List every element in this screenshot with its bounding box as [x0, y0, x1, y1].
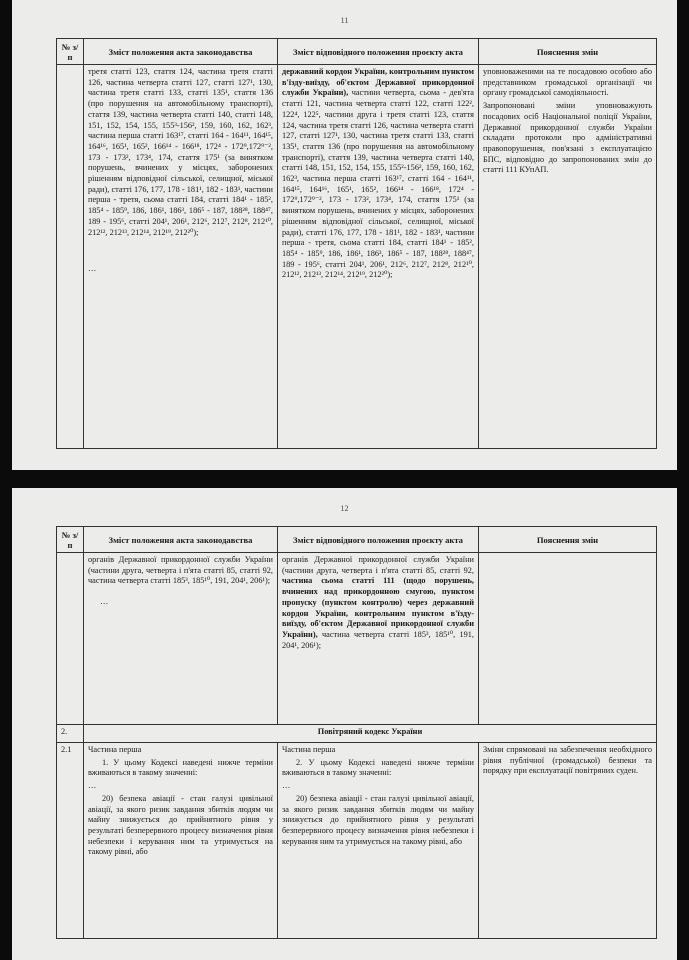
paragraph-20: 20) безпека авіації - стан галузі цивільної авіації, за якого ризик завдання збитків людям чи майну знижується до прийнятного рівня у результаті безперервного процесу визначення рівня небезпеки і керування ним та утримується на такому рівні, або: [88, 793, 273, 857]
table-row: [57, 743, 657, 939]
cell-explanation: [479, 743, 657, 939]
paragraph-20: 20) безпека авіації - стан галузі цивільної авіації, за якого ризик завдання збитків людям чи майну знижується до прийнятного рівня у результаті безперервного процесу визначення рівня небезпеки і керування ним та утримується на такому рівні, або: [282, 793, 474, 846]
table-header-row: [57, 39, 657, 65]
section-number: 2.: [57, 725, 84, 743]
paragraph-1: 1. У цьому Кодексі наведені нижче терміни вживаються в такому значенні:: [88, 757, 273, 778]
explanation-text-a: уповноваженими на те посадовою особою або представником громадської організації чи органу громадської самодіяльності.: [483, 67, 652, 98]
draft-bold-text: державний кордон України, контрольним пунктом в'їзду-виїзду, об'єктом Державної прикордонної служби України),: [282, 67, 474, 98]
header-current-law: Зміст положення акта законодавства: [84, 39, 278, 65]
document-page-11: [12, 0, 677, 470]
table-row: [57, 65, 657, 449]
header-number: № з/п: [57, 527, 84, 553]
table-header-row: [57, 527, 657, 553]
cell-current-law: [84, 65, 278, 449]
header-explanation: Пояснення змін: [479, 527, 657, 553]
cell-number: [57, 553, 84, 725]
draft-text: частини четверта, сьома - дев'ята статті 121, частина четверта статті 122, статті 122², 122⁴, 122⁵, частини друга і третя статті 123, стаття 124, частина третя статті 126, частина четверта статті 127, статті 127¹, 130, частина третя статті 133, статті 135¹, стаття 136 (про порушення на автомобільному транспорті), стаття 139, частина четверта статті 140, статті 148, 151, 152, 154, 155, 155²-156², 159, 160, 162, 162³, частина перша статті 163¹⁷, статті 164 - 164¹¹, 164¹⁵, 164¹⁶, 165¹, 165², 166¹⁴ - 166¹⁸, 172⁴ - 172⁹,172⁹⁻², 173 - 173², 173⁴, 174, стаття 175¹ (за винятком порушень, вчинених у місцях, заборонених рішенням відповідної сільської, селищної, міської ради), статті 176, 177, 178 - 181¹, 182 - 183¹, частини перша - третя, сьома статті 184, статті 184¹ - 185², 185⁴ - 185⁹, 186, 186¹, 186³, 186⁵ - 187, 188²⁸, 188⁴⁷, 189 - 195⁶, статті 204¹, 206¹, 212⁶, 212⁷, 212⁸, 212¹⁰, 212¹², 212¹³, 212¹⁴, 212¹⁹, 212²⁰);: [282, 88, 474, 280]
current-law-text: третя статті 123, стаття 124, частина третя статті 126, частина четверта статті 127, статті 127¹, 130, частина третя статті 133, статті 135¹, стаття 136 (про порушення на автомобільному транспорті), стаття 139, частина четверта статті 140, статті 148, 151, 152, 154, 155, 155³-156², 159, 160, 162, 162³, частина перша статті 163¹⁷, статті 164 - 164¹¹, 164¹⁵, 164¹⁶, 165¹, 165², 166¹⁴ - 166¹⁸, 172⁴ - 172⁹,172⁹⁻², 173 - 173², 173⁴, 174, стаття 175¹ (за винятком порушень, вчинених у місцях, заборонених рішенням відповідної сільської, селищної, міської ради), статті 176, 177, 178 - 181¹, 182 - 183¹, частини перша - третя, сьома статті 184, статті 184¹ - 185², 185⁴ - 185⁹, 186, 186¹, 186³, 186⁵ - 187, 188²⁸, 188⁴⁷, 189 - 195⁶, статті 204¹, 206¹, 212⁶, 212⁷, 212⁸, 212¹⁰, 212¹², 212¹³, 212¹⁴, 212¹⁹, 212²⁰);: [88, 67, 273, 237]
section-row: [57, 725, 657, 743]
page-number: 11: [340, 16, 349, 25]
cell-number: [57, 65, 84, 449]
header-draft-act: Зміст відповідного положення проєкту акта: [278, 527, 479, 553]
header-explanation: Пояснення змін: [479, 39, 657, 65]
explanation-text: Зміни спрямовані на забезпечення необхідного рівня публічної (громадської) безпеки та порядку при експлуатації повітряних суден.: [483, 745, 652, 776]
cell-draft-act: [278, 743, 479, 939]
draft-text-a: органів Державної прикордонної служби України (частини друга, четверта і п'ята статті 85, статті 92,: [282, 555, 474, 575]
cell-explanation: [479, 553, 657, 725]
cell-draft-act: [278, 553, 479, 725]
document-page-12: [12, 488, 677, 960]
comparison-table: [56, 526, 657, 939]
header-draft-act: Зміст відповідного положення проєкту акта: [278, 39, 479, 65]
section-title: Повітряний кодекс України: [84, 725, 657, 743]
draft-bold-text: частина сьома статті 111 (щодо порушень, вчинених над прикордонною смугою, пунктом пропуску (пунктом контролю) через державний кордон України, контрольним пунктом в'їзду-виїзду, об'єктом Державної прикордонної служби України),: [282, 576, 474, 639]
row-number: 2.1: [57, 743, 84, 939]
current-law-text: органів Державної прикордонної служби України (частини друга, четверта і п'ята статті 85, статті 92, частина четверта статті 185³, 185¹⁰, 191, 204¹, 206¹);: [88, 555, 273, 586]
part-heading: Частина перша: [282, 745, 336, 754]
explanation-text-b: Запропоновані зміни уповноважують посадових осіб Національної поліції України, Державної прикордонної служби України складати протоколи про адміністративні правопорушення, пов'язані з експлуатацією БПС, відповідно до запропонованих змін до статті 111 КУпАП.: [483, 101, 652, 175]
table-row: [57, 553, 657, 725]
header-number: № з/п: [57, 39, 84, 65]
ellipsis: …: [282, 781, 291, 791]
page-number: 12: [340, 504, 349, 513]
comparison-table: [56, 38, 657, 449]
cell-draft-act: [278, 65, 479, 449]
cell-explanation: [479, 65, 657, 449]
ellipsis: …: [88, 264, 97, 274]
cell-current-law: [84, 743, 278, 939]
paragraph-1: 2. У цьому Кодексі наведені нижче терміни вживаються в такому значенні:: [282, 757, 474, 778]
draft-text-c: частина четверта статті 185³, 185¹⁰, 191, 204¹, 206¹);: [282, 629, 475, 650]
part-heading: Частина перша: [88, 745, 142, 754]
cell-current-law: [84, 553, 278, 725]
ellipsis: …: [100, 597, 109, 607]
header-current-law: Зміст положення акта законодавства: [84, 527, 278, 553]
ellipsis: …: [88, 781, 97, 791]
